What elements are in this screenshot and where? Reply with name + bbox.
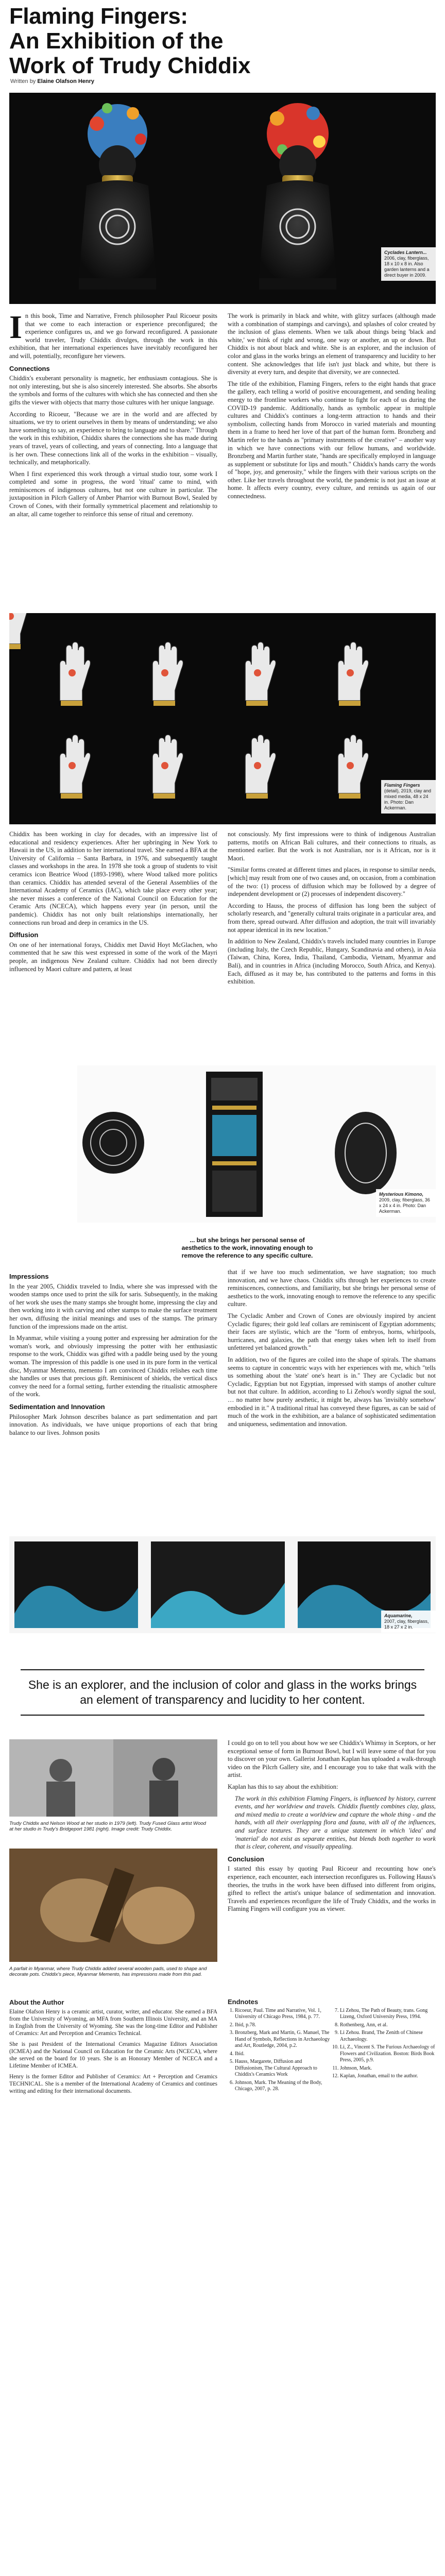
- paragraph: that if we have too much sedimentation, we have stagnation; too much innovation, and we have chaos. Chiddix sifts through her experiences to create reminiscences, connections, and familiarity, but she brings her personal sense of aesthetics to the work, innovating enough to remove the reference to any specific culture.: [228, 1268, 436, 1308]
- paragraph: "Similar forms created at different times and places, in response to similar needs, [which] may result from one of two causes and, on occasion, from a combination of the two: (1) process of diffusion which may be followed by a degree of independent development or (2) processes of independent discovery.": [228, 866, 436, 898]
- section3-col-left: [9, 1268, 217, 1440]
- hero-header: [0, 0, 445, 91]
- vessel-right: [335, 1112, 397, 1194]
- section3-col-right: [228, 1268, 436, 1432]
- heading-diffusion: Diffusion: [9, 931, 39, 939]
- pull-quote-text: She is an explorer, and the inclusion of color and glass in the works brings an element of transparency and lucidity to her content.: [28, 1678, 417, 1706]
- paragraph: She is past President of the International Ceramics Magazine Editors Association (ICMEA) and the National Council on Education for the Ceramic Arts (NCECA), where she served on the board for 10 years. She is an Honorary Member of NCECA and a Lifetime Member of ICMEA.: [9, 2041, 217, 2069]
- byline-author: Elaine Olafson Henry: [37, 78, 95, 84]
- paragraph: On one of her international forays, Chiddix met David Hoyt McGlachen, who commented that he saw this west expressed in some of the work of the Mayri people, an indigenous New Zealand culture. Chiddix had not been directly influenced by Maori culture and pattern, at least: [9, 941, 217, 973]
- photo-caption-2: [381, 780, 436, 814]
- endnotes-heading: Endnotes: [228, 1998, 259, 2006]
- paragraph: According to Ricoeur, "Because we are in the world and are affected by situations, we try to orient ourselves in them by means of understanding; we also have something to say, an experience to bring to language and to share." Through the work in this exhibition, Chiddix shares the connections she has made during years of travel, years of collecting, and years of connecting. Into a language that is her own. These connections link all of the works in the exhibition – visually, technically, and metaphorically.: [9, 410, 217, 466]
- photo-studio-portrait: [9, 1739, 217, 1817]
- paragraph: In addition to New Zealand, Chiddix's travels included many countries in Europe (including Italy, the Czech Republic, Hungary, Scandinavia and others), in Asia (Taiwan, China, Korea, India, Thailand, Cambodia, Vietnam, Myanmar and Bali), and in countries in Africa (including Morocco, South Africa, and Kenya). Each, diffused as it may be, has contributed to the patterns and forms in this exhibition.: [228, 938, 436, 986]
- paragraph: The work in this exhibition Flaming Fingers, is influenced by history, current events, and her worldview and travels. Chiddix fluently combines clay, glass, and mixed media to create a worldview and capture the whole thing - and the hands, with all their overlapping flora and fauna, with all of the influences, and surface textures. They are a unique statement in which 'idea' and 'material' do not exist as separate entities, but blends both together to work that is clear, coherent, and visually appealing.: [235, 1794, 436, 1851]
- caption-title: Mysterious Kimono,: [379, 1192, 424, 1197]
- black-disc: [82, 1112, 144, 1174]
- paragraph: According to Hauss, the process of diffusion has long been the subject of scholarly research, and "generally cultural traits originate in a particular area, and from there, spread outward. After diffusion and adoption, the trait will invariably not appear identical in its new location.": [228, 902, 436, 934]
- slab-1: [14, 1541, 138, 1628]
- section4-col-right: [228, 1739, 436, 1917]
- endnote-item: 1. Ricoeur, Paul. Time and Narrative, Vol. 1, University of Chicago Press, 1984, p. 77.: [235, 2008, 331, 2021]
- byline: [10, 78, 94, 84]
- intro-paragraph: In this book, Time and Narrative, French philosopher Paul Ricoeur posits that we come to each interaction or experience preconfigured; the experience configures us, and we go forward reconfigured. A passionate world traveler, Trudy Chiddix divulges, through the work in this exhibition, that her international experiences have inevitably reconfigured her and will, potentially, reconfigure her viewers.: [9, 309, 217, 360]
- page-subtitle: [9, 29, 436, 78]
- page-title: Flaming Fingers:: [9, 4, 188, 29]
- paragraph: In Myanmar, while visiting a young potter and expressing her admiration for the woman's work, and obviously impressing the potter with her enthusiastic response to the work, Chiddix was gifted with a paddle being used by the young woman. The impression of this paddle is one used in its pure form in the vertical disc, Myanmar Memento, memento I am convinced Chiddix relishes each time she handles or uses that precious gift. Reminiscent of shields, the vertical discs convey the need for a formal setting, further extending the ritualistic atmosphere of the work.: [9, 1334, 217, 1398]
- paragraph: Elaine Olafson Henry is a ceramic artist, curator, writer, and educator. She earned a BFA from the University of Wyoming, an MFA from Southern Illinois University, and an MA in English from the University of Wyoming. She was the long-time Editor and Publisher of Ceramics: Art and Perception and Ceramics Technical.: [9, 2009, 217, 2037]
- section1-col-left: [9, 309, 217, 522]
- paragraph: In addition, two of the figures are coiled into the shape of spirals. The shamans seems to capture in concentric ways with her experiences with me, which "tells us something about the 'state' one's heart is in." They are Cycladic but not Cycladic, Egyptian but not Egyptian, impressed with stamps of another culture but not that culture. In addition, according to Li Zehou's wordly signal the soul, … no matter how purely aesthetic, it might be, always has 'invisibly somehow' embodied in it." A traditional ritual has conveyed these figures, as can be said of much of the work in the exhibition, are a balance of sophisticated sedimentation and uniqueness, sedimentation and innovation.: [228, 1355, 436, 1428]
- aquamarine-illustration: [9, 1536, 436, 1633]
- byline-prefix: Written by: [10, 78, 36, 84]
- myanmar-illustration: [9, 1849, 217, 1962]
- photo-caption-1: [381, 247, 436, 281]
- studio-illustration: [9, 1739, 217, 1817]
- right-figure: [259, 103, 336, 290]
- slab-2: [151, 1541, 285, 1628]
- paragraph: Chiddix's exuberant personality is magnetic, her enthusiasm contagious. She is not only interesting, but she is also sincerely interested. She absorbs. She absorbs the symbols and forms of the cultures with which she has connected and then she gifts the viewer with objects that marry those cultures with her unique language.: [9, 375, 217, 406]
- caption-text: (detail), 2019, clay and mixed media, 48 x 24 in. Photo: Dan Ackerman.: [384, 788, 432, 810]
- photo-mysterious-kimono: [77, 1065, 436, 1223]
- endnote-item: 8. Rothenberg, Ann, et al.: [340, 2022, 436, 2029]
- heading-impressions: Impressions: [9, 1273, 49, 1280]
- paragraph: I started this essay by quoting Paul Ricoeur and recounting how one's experience, each encounter, each intersection reconfigures us. Following Hauss's theories, the truths in the work have been diffused into different from origins, gifted to reflect the artist's unique balance of sedimentation and innovation. Travels and experiences reconfigure the life of Trudy Chiddix, and the works in Flaming Fingers will configure you as viewer.: [228, 1865, 436, 1913]
- photo-caption-6: A parfait in Myanmar, where Trudy Chiddix added several wooden pads, used to shape and decorate pots. Chiddix's piece, Myanmar Memento, has impressions made from this pad.: [9, 1966, 207, 1977]
- endnote-item: 6. Johnson, Mark. The Meaning of the Body, Chicago, 2007, p. 28.: [235, 2080, 331, 2093]
- paragraph: When I first experienced this work through a virtual studio tour, some work I completed and some in progress, the word 'ritual' came to mind, with reminiscences of indigenous cultures, but not one culture in particular. The juxtaposition in Pilcrh Gallery of Amber Pharrior with Burnout Bowl, Sealed by Crown of Cones, with their formally symmetrical placement and relationship to an altar, all came together to reinforce this sense of ritual and ceremony.: [9, 470, 217, 518]
- photo-aquamarine: [9, 1536, 436, 1633]
- section1-col-right: [228, 312, 436, 504]
- photo-flaming-fingers-hands: [9, 613, 436, 824]
- photo-myanmar-paddle: [9, 1849, 217, 1962]
- endnote-item: 9. Li Zehou. Brand, The Zenith of Chinese Archaeology.: [340, 2030, 436, 2043]
- paragraph: In the year 2005, Chiddix traveled to India, where she was impressed with the wooden stamps once used to print the silk for saris. Subsequently, in the making of her work she uses the many stamps she brought home, impressing the clay and then working into it with carving and other stamps to make the surface treatment her own, diffusing the initial meanings and uses of the stamps. The primary function of the impressions made on the artist.: [9, 1282, 217, 1330]
- paragraph: Chiddix has been working in clay for decades, with an impressive list of educational and residency experiences. After her upbringing in New York to Hawaii in the US, in addition to her international travel. She earned a BFA at the University of California – Santa Barbara, in 1976, and subsequently taught classes and workshops in the area. In 1978 she took a group of students to visit ceramics icon Beatrice Wood (1893-1998), where Wood talked more politics than ceramics. Chiddix has attended several of the General Assemblies of the International Academy of Ceramics (IAC), which take place every other year; she never misses a conference of the National Council on Education for the Ceramic Arts (NCECA), which happens every year (in person, until the pandemic). Chiddix has not only built relationships internationally, her connections run broad and deep in ceramics in the US.: [9, 831, 217, 926]
- endnote-item: 12. Kaplan, Jonathan, email to the author.: [340, 2073, 436, 2080]
- heading-sedimentation: Sedimentation and Innovation: [9, 1402, 105, 1411]
- paragraph: I could go on to tell you about how we see Chiddix's Whimsy in Sceptors, or her exceptional sense of form in Burnout Bowl, but I will leave some of that for you to discover on your own. Gallerist Jonathan Kaplan has uploaded a walk-through video on the Pilcrh Gallery site, and I encourage you to take that walk with the artist.: [228, 1739, 436, 1779]
- inline-pullquote: ... but she brings her personal sense of aesthetics to the work, innovating enough to remove the reference to any specific culture.: [181, 1236, 313, 1259]
- endnote-item: 4. Ibid.: [235, 2051, 331, 2058]
- heading-conclusion: Conclusion: [228, 1855, 264, 1863]
- caption-title: Flaming Fingers: [384, 783, 420, 788]
- endnote-item: 5. Hauss, Margarete, Diffusion and Diffusionism, The Cultural Approach to Chiddix's Ceramics Work: [235, 2059, 331, 2078]
- dropcap: I: [9, 309, 22, 345]
- section2-col-left: [9, 831, 217, 977]
- endnote-item: 3. Bronzberg, Mark and Martin, G. Manuel, The Hand of Symbols, Reflections in Archaeology and Art, Routledge, 2004, p.2.: [235, 2030, 331, 2049]
- paragraph: Henry is the former Editor and Publisher of Ceramics: Art + Perception and Ceramics TECHNICAL. She is a member of the International Academy of Ceramics and continues writing and editing for their international documents.: [9, 2074, 217, 2094]
- heading-connections: Connections: [9, 364, 50, 372]
- kimono-column: [206, 1072, 263, 1217]
- paragraph: The title of the exhibition, Flaming Fingers, refers to the eight hands that grace the gallery, each telling a world of positive encouragement, and sending healing energy to the frontline workers who continue to fight for each of us during the COVID-19 pandemic. Additionally, hands as symbolic appear in multiple cultures and Chiddix's continues a long-term attraction to hands and their symbolism, collecting hands from Morocco in varied materials and mounting them in a frame to heed her love of that part of the human form. Bronzberg and Martin refer to the hands as "primary instruments of the creative" – another way in which we have connections with our fellow humans, and worldwide. Bronzberg and Martin further state, "hands are specifically employed in language as supplement or substitute for lips and mouth." Chiddix's hands carry the words of "hope, joy, and generosity," while the fingers with their various scripts on the other. Like her travels throughout the world, the pandemic is not just an issue at home. It affects every country, every culture, and reminds us again of our connectedness.: [228, 380, 436, 500]
- paragraph: Kaplan has this to say about the exhibition:: [228, 1783, 338, 1790]
- endnote-item: 2. Ibid, p.78.: [235, 2022, 331, 2029]
- caption-title: Cyclades Lantern...: [384, 250, 427, 255]
- about-author: [9, 1999, 217, 2098]
- paragraph: The work is primarily in black and white, with glitzy surfaces (although made with a combination of stampings and carvings), and splashes of color created by the inclusion of glass elements. When we talk about things being 'black and white,' we think of right and wrong, one way or another, an up or down. But Chiddix is not about black and white. She is an explorer, and the inclusion of color and glass in the works brings an element of transparency and lucidity to her content. She acknowledges that life isn't just black and white, but there is diversity at every turn, and despite that diversity, we are connected.: [228, 312, 436, 376]
- paragraph: not consciously. My first impressions were to think of indigenous Australian patterns, motifs on African Bali cultures, and their connections to rituals, as mentioned earlier. But the work is not Australian, nor is it African, nor is it Maori.: [228, 831, 436, 862]
- subtitle-line1: An Exhibition of the: [9, 28, 224, 54]
- caption-title: Aquamarine,: [384, 1613, 413, 1618]
- photo-caption-5: Trudy Chiddix and Nelson Wood at her studio in 1979 (left). Trudy Fused Glass artist Wood at her studio in Trudy's Bridgeport 1981 (right). Image credit: Trudy Chiddix.: [9, 1821, 206, 1832]
- caption-text: 2006, clay, fiberglass, 18 x 10 x 8 in. Also garden lanterns and a direct buyer in 2009.: [384, 256, 430, 278]
- paragraph: The Cycladic Amber and Crown of Cones are obviously inspired by ancient Cycladic figures; their gold leaf collars are reminiscent of Egyptian adornments; their faces are stylistic, which are the "form of embryos, horns, whirlpools, hurricanes, and galaxies, the path that energy takes when left to itself from unfettered yet balanced growth.": [228, 1312, 436, 1352]
- about-heading: About the Author: [9, 1998, 64, 2006]
- pull-quote: [21, 1669, 424, 1716]
- endnote-item: 7. Li Zehou, The Path of Beauty, trans. Gong Lizeng, Oxford University Press, 1994.: [340, 2008, 436, 2021]
- endnote-item: 10. Li, Z., Vincent S. The Furious Archaeology of Flowers and Civilization. Boston: Birds Book Press, 2005, p.9.: [340, 2044, 436, 2064]
- hands-illustration: [9, 613, 436, 824]
- left-figure: [79, 103, 156, 290]
- photo-cyclades-figures: [9, 93, 436, 304]
- endnotes: [228, 1999, 436, 2093]
- subtitle-line2: Work of Trudy Chiddix: [9, 53, 251, 78]
- endnote-item: 11. Johnson, Mark.: [340, 2065, 436, 2072]
- photo-caption-3: [376, 1189, 436, 1217]
- caption-text: 2009, clay, fiberglass, 36 x 24 x 4 in. Photo: Dan Ackerman.: [379, 1197, 430, 1214]
- caption-text: 2007, clay, fiberglass, 18 x 27 x 2 in.: [384, 1619, 429, 1630]
- paragraph: Philosopher Mark Johnson describes balance as part sedimentation and part innovation. As individuals, we have unique proportions of each that bring balance to our lives. Johnson posits: [9, 1413, 217, 1436]
- photo-caption-4: [381, 1611, 436, 1633]
- section2-col-right: [228, 831, 436, 990]
- endnotes-list: [228, 2008, 436, 2093]
- figures-illustration: [9, 93, 436, 304]
